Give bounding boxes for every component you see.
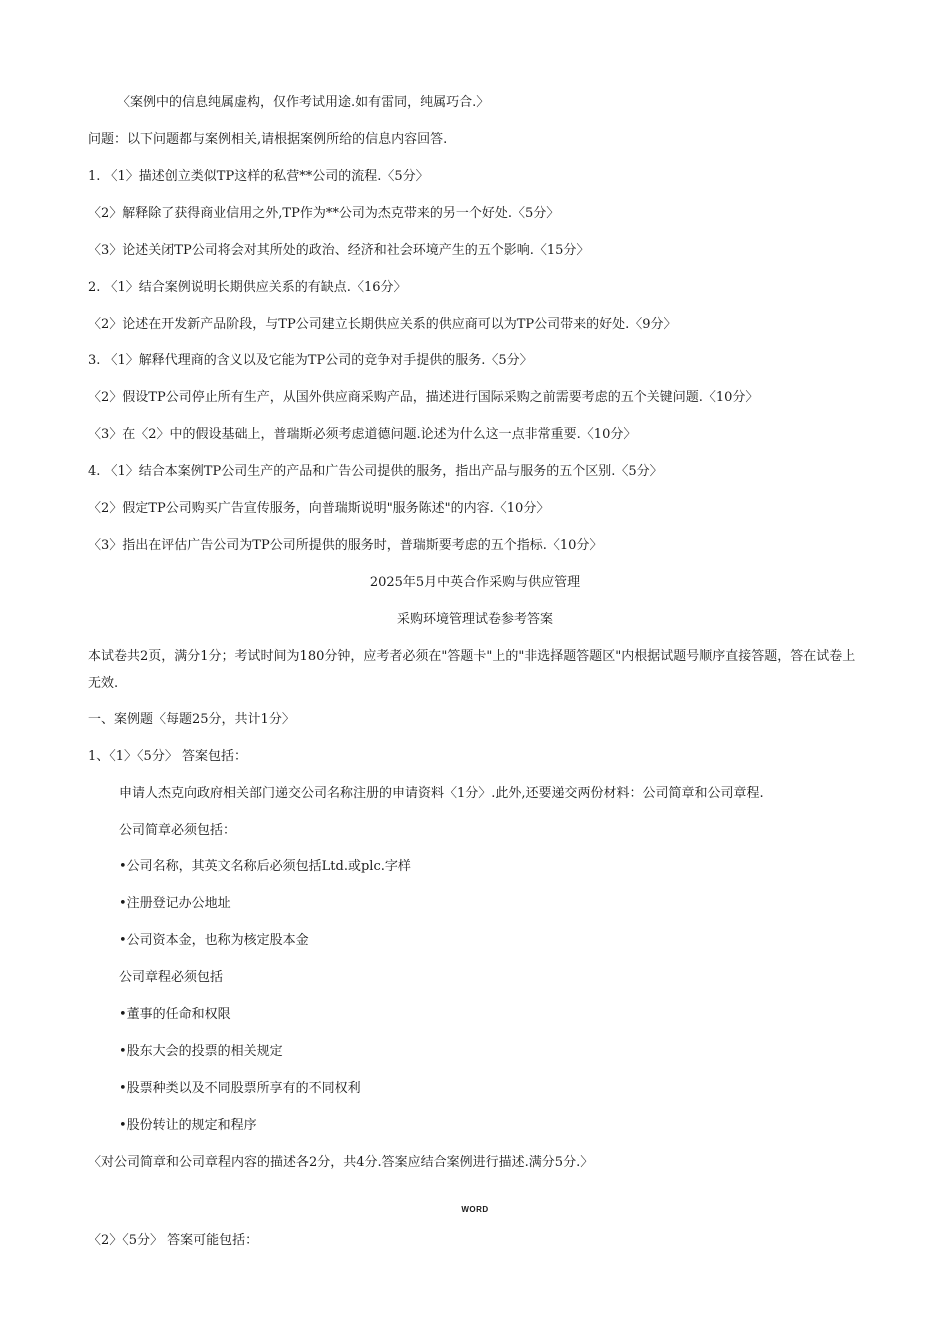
- answer-line: •股份转让的规定和程序: [119, 1118, 257, 1133]
- answer-line: •股东大会的投票的相关规定: [119, 1044, 283, 1059]
- answer1-heading: 1、〈1〉〈5分〉 答案包括：: [88, 749, 247, 764]
- question-item: 〈3〉论述关闭TP公司将会对其所处的政治、经济和社会环境产生的五个影响.〈15分〉: [88, 243, 590, 258]
- answer-line: •注册登记办公地址: [119, 896, 231, 911]
- answer-line: •股票种类以及不同股票所享有的不同权利: [119, 1081, 361, 1096]
- question-item: 〈2〉假定TP公司购买广告宣传服务，向普瑞斯说明"服务陈述"的内容.〈10分〉: [88, 501, 550, 516]
- answer-line: •公司名称，其英文名称后必须包括Ltd.或plc.字样: [119, 859, 411, 874]
- questions-intro: 问题：以下问题都与案例相关,请根据案例所给的信息内容回答.: [88, 132, 448, 147]
- answer2-heading: 〈2〉〈5分〉 答案可能包括：: [88, 1233, 259, 1248]
- page-footer: WORD: [461, 1205, 489, 1214]
- question-item: 〈3〉指出在评估广告公司为TP公司所提供的服务时，普瑞斯要考虑的五个指标.〈10分〉: [88, 538, 603, 553]
- answer-line: 申请人杰克向政府相关部门递交公司名称注册的申请资料〈1分〉.此外,还要递交两份材料：公司简章和公司章程.: [119, 786, 764, 801]
- document-subtitle: 采购环境管理试卷参考答案: [396, 612, 553, 627]
- question-item: 1. 〈1〉描述创立类似TP这样的私营**公司的流程.〈5分〉: [88, 169, 429, 184]
- answer1-note: 〈对公司简章和公司章程内容的描述各2分，共4分.答案应结合案例进行描述.满分5分.〉: [88, 1155, 594, 1170]
- question-item: 〈2〉假设TP公司停止所有生产，从国外供应商采购产品，描述进行国际采购之前需要考虑的五个关键问题.〈10分〉: [88, 390, 759, 405]
- exam-info: 本试卷共2页，满分1分；考试时间为180分钟，应考者必须在"答题卡"上的"非选择题答题区"内根据试题号顺序直接答题，答在试卷上无效.: [88, 649, 856, 691]
- question-item: 〈2〉解释除了获得商业信用之外,TP作为**公司为杰克带来的另一个好处.〈5分〉: [88, 206, 560, 221]
- section-heading: 一、案例题〈每题25分，共计1分〉: [88, 712, 295, 727]
- case-note: 〈案例中的信息纯属虚构，仅作考试用途.如有雷同，纯属巧合.〉: [117, 95, 490, 110]
- answer-line: 公司简章必须包括：: [119, 823, 237, 838]
- question-item: 4. 〈1〉结合本案例TP公司生产的产品和广告公司提供的服务，指出产品与服务的五个区别.〈5分〉: [88, 464, 663, 479]
- question-item: 2. 〈1〉结合案例说明长期供应关系的有缺点.〈16分〉: [88, 280, 407, 295]
- answer-line: •公司资本金，也称为核定股本金: [119, 933, 309, 948]
- question-item: 〈3〉在〈2〉中的假设基础上，普瑞斯必须考虑道德问题.论述为什么这一点非常重要.〈10分〉: [88, 427, 637, 442]
- question-item: 〈2〉论述在开发新产品阶段，与TP公司建立长期供应关系的供应商可以为TP公司带来的好处.〈9分〉: [88, 317, 677, 332]
- document-title: 2025年5月中英合作采购与供应管理: [369, 575, 581, 590]
- answer-line: •董事的任命和权限: [119, 1007, 231, 1022]
- question-item: 3. 〈1〉解释代理商的含义以及它能为TP公司的竞争对手提供的服务.〈5分〉: [88, 353, 533, 368]
- answer-line: 公司章程必须包括: [119, 970, 224, 985]
